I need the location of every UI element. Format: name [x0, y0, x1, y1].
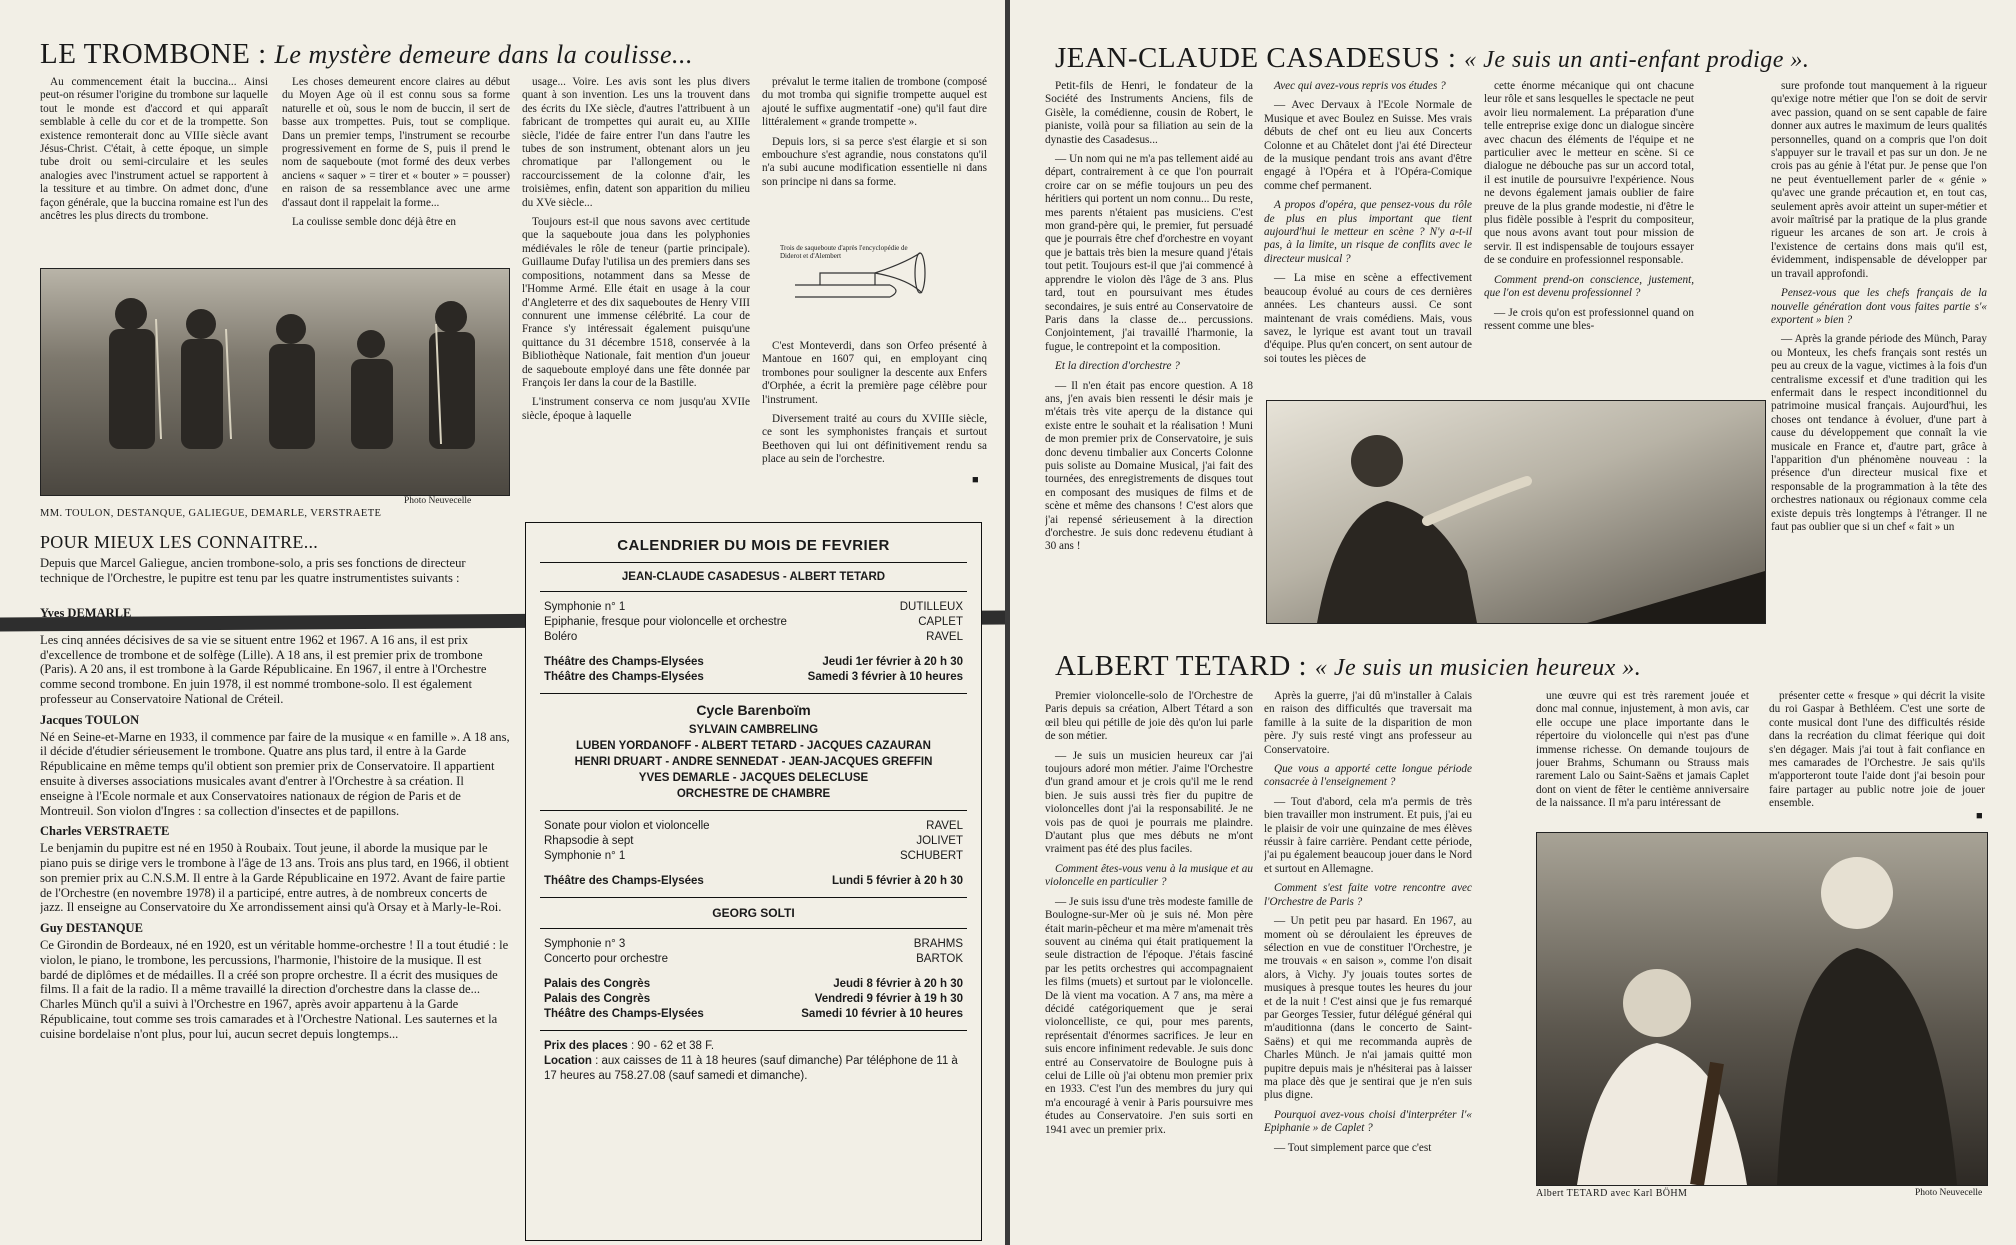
work-title: Symphonie n° 1 [544, 601, 626, 613]
photo-credit: Photo Neuvecelle [1915, 1188, 1983, 1198]
paragraph: La coulisse semble donc déjà être en [292, 216, 457, 229]
composer: DUTILLEUX [899, 601, 963, 613]
paragraph: — Un nom qui ne m'a pas tellement aidé au départ, contrairement à ce que l'on pourrait croire car on se méfie toujours un peu des héritiers qui portent un nom connu... Du reste, mes parents n'étaient pas musiciens. C'est mon grand-père qui, le premier, fut persuadé que je pourrais être chef d'orchestre en voyant que je battais très bien la mesure quand j'étais tout petit. Toujours est-il que j'ai commencé à apprendre le violon dès l'âge de 3 ans. Plus tard, tout en poursuivant mes études secondaires, je suis entré au Conservatoire de Paris dans la classe de... percussions. Conjointement, j'ai travaillé l'harmonie, la fugue, le contrepoint et la composition. [1045, 153, 1253, 353]
casadesus-column-3 [1484, 80, 1694, 410]
paragraph: — Un petit peu par hasard. En 1967, au moment où se déroulaient les épreuves de sélection en vue de constituer l'Orchestre, je me trouvais « en saison », comme l'on disait alors, à Vichy. J'y jouais toutes sortes de musiques à presque toutes les heures du jour et de la nuit ! C'est ainsi que je fus remarqué par Georges Tessier, futur délégué général qui m'auditionna (dans le concerto de Saint-Saëns) et qui me recommanda auprès de Charles Münch. Je n'ai jamais quitté mon pupitre depuis mais je n'hésiterai pas à laisser ma place dès que je sentirai que je n'en suis plus digne. [1264, 915, 1472, 1102]
bio-text-demarle: Les cinq années décisives de sa vie se situent entre 1962 et 1967. A 16 ans, il est prix d'excellence de trombone et de solfège (Lille). A 18 ans, il est premier prix de trombone (Paris). A 20 ans, il est trombone à la Garde Républicaine. En 1967, il entre à l'Orchestre comme second trombone. En juin 1978, il est nommé trombone-solo. Il est également professeur au Conservatoire National de Créteil. [40, 632, 487, 706]
interview-question: Comment êtes-vous venu à la musique et au violoncelle en particulier ? [1045, 862, 1253, 889]
performer-names: HENRI DRUART - ANDRE SENNEDAT - JEAN-JACQUES GREFFIN [574, 756, 933, 768]
tetard-column-3 [1536, 690, 1749, 830]
date: Jeudi 1er février à 20 h 30 [822, 656, 963, 668]
prices-value: : 90 - 62 et 38 F. [627, 1040, 715, 1052]
tetard-headline [1055, 650, 1641, 683]
article-column-4b [762, 340, 987, 505]
work-title: Symphonie n° 3 [544, 938, 626, 950]
divider [540, 897, 967, 898]
work-title: Rhapsodie à sept [544, 835, 634, 847]
bio-text-verstraete: Le benjamin du pupitre est né en 1950 à Roubaix. Tout jeune, il aborde la musique par le piano puis se dirige vers le trombone à l'âge de 13 ans. Trois ans plus tard, en 1966, il obtient son premier prix au C.N.S.M. Il entre à la Garde Républicaine en 1972. Avant de faire partie de l'Orchestre (en novembre 1978) il a participé, entre autres, à de nombreux concerts de jazz. Il enseigne au Conservatoire du Xe arrondissement ainsi qu'à Orsay et à Marly-le-Roi. [40, 841, 509, 915]
composer: BARTOK [916, 953, 963, 965]
photo-credit: Photo Neuvecelle [404, 496, 472, 506]
venue: Palais des Congrès [544, 978, 651, 990]
cycle-title: Cycle Barenboïm [696, 702, 811, 718]
paragraph: — Il n'en était pas encore question. A 18 ans, j'en avais bien ressenti le désir mais je m'étais très vite aperçu de la distance qui existe entre le souhait et la réalisation ! Muni de mon premier prix de Conservatoire, je suis donc devenu timbalier aux Concerts Colonne puis soliste au Domaine Musical, j'ai fait des tournées, des enregistrements de disques tout en composant des musiques de films et de scène et même des chansons ! C'est alors que j'ai repensé sérieusement à la direction d'orchestre. Je suis donc redevenu étudiant à 30 ans ! [1045, 379, 1253, 553]
paragraph: — Tout simplement parce que c'est [1274, 1141, 1432, 1154]
calendar-work-row [526, 834, 981, 849]
paragraph: — Je crois qu'on est professionnel quand on ressent comme une bles- [1484, 306, 1694, 332]
paragraph: — Avec Dervaux à l'Ecole Normale de Musique et avec Boulez en Suisse. Mes vrais débuts de chef ont eu lieu aux Concerts Colonne et au Châtelet dont j'ai été Directeur de la musique pendant trois ans avant d'être engagé à l'Opéra et à l'Opéra-Comique comme chef permanent. [1264, 99, 1472, 192]
section-intro-text: Depuis que Marcel Galiegue, ancien trombone-solo, a pris ses fonctions de directeur technique de l'Orchestre, le pupitre est tenu par les quatre instrumentistes suivants : [40, 556, 466, 585]
article-column-4 [762, 76, 987, 236]
february-calendar-box [525, 522, 982, 1241]
article-column-3 [522, 76, 750, 501]
sketch-caption: Trois de saqueboute d'après l'encyclopédie de Diderot et d'Alembert [780, 244, 908, 260]
headline-subtitle: « Je suis un musicien heureux ». [1314, 655, 1642, 681]
musician-bios [40, 600, 510, 1230]
calendar-work-row [526, 819, 981, 834]
paragraph: — Tout d'abord, cela m'a permis de très bien travailler mon instrument. Et puis, j'ai eu le plaisir de voir une quinzaine de mes élèves réussir à faire carrière. Pendant cette période, j'ai pu également beaucoup jouer dans le Nord et surtout en Allemagne. [1264, 795, 1472, 875]
photo-figures [1537, 833, 1987, 1185]
calendar-date-row [526, 1007, 981, 1022]
calendar-date-row [526, 874, 981, 889]
calendar-conductors: JEAN-CLAUDE CASADESUS - ALBERT TETARD [621, 571, 886, 583]
date: Vendredi 9 février à 19 h 30 [814, 993, 963, 1005]
article-column-2 [282, 76, 510, 262]
tetard-column-1 [1045, 690, 1253, 1235]
date: Lundi 5 février à 20 h 30 [831, 875, 963, 887]
article-column-1 [40, 76, 268, 262]
section-title: POUR MIEUX LES CONNAITRE... [40, 532, 319, 552]
headline-main: ALBERT TETARD : [1055, 650, 1315, 682]
venue: Théâtre des Champs-Elysées [544, 1008, 704, 1020]
composer: JOLIVET [916, 835, 963, 847]
calendar-date-row [526, 670, 981, 685]
paragraph: L'instrument conserva ce nom jusqu'au XVIIe siècle, époque à laquelle [522, 396, 750, 422]
paragraph: présenter cette « fresque » qui décrit la visite du roi Gaspar à Bethléem. C'est une sorte de conte musical dont l'une des difficultés réside dans la recréation du climat féerique qui doit s'en dégager. Mais j'ai tout à fait confiance en mes camarades de l'Orchestre. Je sais qu'ils m'apporteront toute l'aide dont j'ai besoin pour faire partager au public notre joie de jouer ensemble. [1769, 690, 1985, 810]
calendar-date-row [526, 992, 981, 1007]
divider [540, 928, 967, 929]
performer-names: YVES DEMARLE - JACQUES DELECLUSE [638, 772, 869, 784]
work-title: Symphonie n° 1 [544, 850, 626, 862]
paragraph: Les choses demeurent encore claires au début du Moyen Age où il est connu sous sa forme naturelle et où, sous le nom de buccin, il sert de basse aux trompettes. Puis, tout se complique. Dans un premier temps, l'instrument se recourbe progressivement en forme de S, puis il prend le nom de saqueboute (mot formé des deux verbes anciens « saquer » = tirer et « bouter » = pousser) en raison de sa ressemblance avec une arme d'assaut dont il rappelait la forme... [282, 76, 510, 209]
paragraph: prévalut le terme italien de trombone (composé du mot tromba qui signifie trompette auquel est ajouté le suffixe augmentatif -one) qu'il faut dire littéralement « grande trompette ». [762, 76, 987, 129]
interview-question: Et la direction d'orchestre ? [1055, 360, 1180, 373]
casadesus-headline [1055, 42, 1809, 75]
venue: Palais des Congrès [544, 993, 651, 1005]
divider [540, 810, 967, 811]
interview-question: Pensez-vous que les chefs français de la nouvelle génération dont vous faites partie s'« exportent » bien ? [1771, 287, 1987, 326]
interview-question: Avec qui avez-vous repris vos études ? [1274, 80, 1446, 92]
composer: RAVEL [926, 820, 963, 832]
paragraph: Au commencement était la buccina... Ainsi peut-on résumer l'origine du trombone sur laquelle tout le monde est d'accord et qui apparaît semblable à celle du cor et de la trompette. Son existence remonterait donc au VIIIe siècle avant Jésus-Christ. C'était, à cette époque, un simple tube droit ou semi-circulaire et les seules analogies avec l'instrument actuel se rapportent à la tessiture et au timbre. On admet donc, d'une façon générale, que la buccina romaine est l'un des ancêtres les plus directs du trombone. [40, 76, 268, 223]
calendar-work-row [526, 600, 981, 615]
paragraph: Premier violoncelle-solo de l'Orchestre de Paris depuis sa création, Albert Tétard a son œil bleu qui pétille de joie dès qu'on lui parle de son métier. [1045, 690, 1253, 743]
photo-caption: Albert TETARD avec Karl BÖHM [1536, 1188, 1688, 1199]
composer: RAVEL [926, 631, 963, 643]
paragraph: Depuis lors, si sa perce s'est élargie et si son embouchure s'est agrandie, nous constatons qu'il n'a subi aucune modification essentielle ni dans son principe ni dans sa forme. [762, 135, 987, 188]
work-title: Epiphanie, fresque pour violoncelle et orchestre [544, 616, 787, 628]
paragraph: usage... Voire. Les avis sont les plus divers quant à son invention. Les uns la trouvent dans des écrits du IXe siècle, d'autres l'attribuent à un fabricant de trompettes qui aurait eu, au XIIIe siècle, l'idée de faire entrer l'un dans l'autre les tubes de son instrument, obtenant alors un jeu chromatique par l'allongement ou le raccourcissement de la colonne d'air, les troisièmes, enfin, datent son apparition du milieu du XVe siècle... [522, 76, 750, 209]
composer: CAPLET [918, 616, 963, 628]
work-title: Concerto pour orchestre [544, 953, 669, 965]
divider [540, 562, 967, 563]
bio-name-verstraete: Charles VERSTRAETE [40, 824, 170, 839]
trombonists-photo [40, 268, 510, 496]
paragraph: — Je suis issu d'une très modeste famille de Boulogne-sur-Mer où je suis né. Mon père était marin-pêcheur et ma mère m'amenait très souvent au cinéma qui était pratiquement la seule distraction de l'époque. J'étais fasciné par les petits orchestres qui accompagnaient les films (muets) et surtout par le violoncelle. De là vient ma vocation. A 7 ans, ma mère a décidé catégoriquement que je serai violoncelliste, ce qui, pour mes parents, représentait d'énormes sacrifices. Je leur en suis encore infiniment redevable. Je suis donc entré au Conservatoire de Boulogne puis à celui de Lille où j'ai obtenu mon premier prix en 1933. C'est l'un des membres du jury qui m'a encouragé à venir à Paris poursuivre mes études au Conservatoire. J'en suis sorti en 1941 avec un premier prix. [1045, 895, 1253, 1136]
section-intro [40, 556, 510, 586]
location-label: Location [544, 1055, 592, 1067]
paragraph: — La mise en scène a effectivement beaucoup évolué au cours de ces dernières années. Les chanteurs aussi. Ce sont maintenant de vrais comédiens. Mais, vous savez, le lyrique est avant tout un travail d'équipe. Plus qu'en concert, on sent autour de soi toutes les pièces de [1264, 272, 1472, 365]
photo-figure [1267, 401, 1765, 623]
venue: Théâtre des Champs-Elysées [544, 671, 704, 683]
trombone-headline [40, 38, 693, 71]
performer-names: ORCHESTRE DE CHAMBRE [676, 788, 831, 800]
casadesus-column-1 [1045, 80, 1253, 620]
date: Samedi 10 février à 10 heures [801, 1008, 963, 1020]
work-title: Sonate pour violon et violoncelle [544, 820, 710, 832]
composer: BRAHMS [913, 938, 963, 950]
headline-subtitle: « Je suis un anti-enfant prodige ». [1464, 47, 1810, 73]
paragraph: Petit-fils de Henri, le fondateur de la Société des Instruments Anciens, fils de Gisèle, la comédienne, cousin de Robert, le pianiste, voilà pour sa filiation au sein de la dynastie des Casadesus... [1045, 80, 1253, 146]
location-value: : aux caisses de 11 à 18 heures (sauf dimanche) Par téléphone de 11 à 17 heures au 758.27.08 (sauf samedi et dimanche). [544, 1055, 958, 1082]
paragraph: Toujours est-il que nous savons avec certitude que la saqueboute joua dans les polyphonies médiévales le rôle de teneur (partie principale). Guillaume Dufay l'utilisa un des premiers dans ses compositions, notamment dans sa Messe de l'Homme Armé. Elle était en usage à la cour d'Angleterre et des dix saqueboutes de Henry VIII connurent une immense célébrité. La cour de France s'y intéressait également puisqu'une quittance du 31 décembre 1518, conservée à la Bibliothèque Nationale, fait mention d'un joueur de saqueboute employé dans une fête donnée par François Ier dans la cour de la Bastille. [522, 216, 750, 389]
tetard-column-4 [1769, 690, 1985, 830]
photo-caption: MM. TOULON, DESTANQUE, GALIEGUE, DEMARLE, VERSTRAETE [40, 508, 382, 519]
work-title: Boléro [544, 631, 578, 643]
calendar-work-row [526, 937, 981, 952]
headline-main: JEAN-CLAUDE CASADESUS : [1055, 42, 1465, 74]
photo-figures [41, 269, 509, 495]
location-info [526, 1054, 981, 1084]
performer-names: LUBEN YORDANOFF - ALBERT TETARD - JACQUES CAZAURAN [575, 740, 931, 752]
prices-label: Prix des places [544, 1040, 628, 1052]
interview-question: Que vous a apporté cette longue période consacrée à l'enseignement ? [1264, 763, 1472, 789]
date: Samedi 3 février à 10 heures [807, 671, 963, 683]
calendar-date-row [526, 655, 981, 670]
interview-question: A propos d'opéra, que pensez-vous du rôle de plus en plus important que tient aujourd'hui le metteur en scène ? N'y a-t-il pas, à la limite, un risque de conflits avec le directeur musical ? [1264, 199, 1472, 265]
casadesus-column-2 [1264, 80, 1472, 410]
paragraph: une œuvre qui est très rarement jouée et donc mal connue, injustement, à mon avis, car elle occupe une place importante dans le répertoire du violoncelle qui n'est pas d'une immense richesse. On demande toujours de jouer Brahms, Schumann ou Strauss mais rarement Lalo ou Saint-Saëns et jamais Caplet dont on vient de fêter le centième anniversaire de la naissance. Il m'a paru intéressant de [1536, 690, 1749, 810]
casadesus-column-4 [1771, 80, 1987, 620]
date: Jeudi 8 février à 20 h 30 [833, 978, 963, 990]
tetard-bohm-photo [1536, 832, 1988, 1186]
venue: Théâtre des Champs-Elysées [544, 656, 704, 668]
bio-text-toulon: Né en Seine-et-Marne en 1933, il commence par faire de la musique « en famille ». A 18 ans, il décide d'étudier sérieusement le trombone. Quatre ans plus tard, il entre à la Garde Républicaine en même temps qu'il obtient son premier prix de Conservatoire. Il appartient ensuite à diverses associations musicales avant d'entrer à l'Orchestre à sa création. Il enseigne à l'Ecole normale et aux Conservatoires nationaux de région de Paris et de Montreuil. Son violon d'Ingres : sa collection d'insectes et de papillons. [40, 729, 510, 818]
calendar-work-row [526, 849, 981, 864]
left-page [0, 0, 1005, 1245]
headline-subtitle: Le mystère demeure dans la coulisse... [274, 40, 693, 69]
calendar-work-row [526, 952, 981, 967]
divider [540, 591, 967, 592]
divider [540, 693, 967, 694]
interview-question: Comment s'est faite votre rencontre avec l'Orchestre de Paris ? [1264, 882, 1472, 908]
paragraph: — Après la grande période des Münch, Paray ou Monteux, les chefs français sont restés un peu au creux de la vague, victimes à la fois d'un centralisme excessif et d'une tradition qui les enfermait dans le respect inconditionnel du patrimoine musical français. Aujourd'hui, les choses ont tendance à évoluer, d'une part à cause du développement que connaît la vie musicale en France et, d'autre part, grâce à l'apparition d'un phénomène nouveau : la présence d'un directeur musical fixe et responsable de la programmation à la tête des orchestres nationaux ou régionaux comme cela existe depuis très longtemps à l'étranger. Il ne faut pas oublier que si un chef « fait » un [1771, 333, 1987, 533]
prices-info [526, 1039, 981, 1054]
calendar-date-row [526, 977, 981, 992]
paragraph: Après la guerre, j'ai dû m'installer à Calais en raison des difficultés que traversait ma famille à la suite de la disparition de mon père. J'y suis resté vingt ans professeur au Conservatoire. [1264, 690, 1472, 756]
right-page [1010, 0, 2016, 1245]
headline-main: LE TROMBONE : [40, 38, 275, 70]
casadesus-conducting-photo [1266, 400, 1766, 624]
paragraph: sure profonde tout manquement à la rigueur qu'exige notre métier que l'on se doit de servir avec passion, quand on se sent capable de faire donner aux autres le maximum de leurs qualités personnelles, quand on a compris que l'on doit s'appuyer sur le travail et pas sur un don. Je ne crois pas au génie à l'état pur. Je pense que l'on ne peut éventuellement parler de « génie » qu'avec une grande précaution et, en tout cas, seulement après avoir atteint un super-métier et avoir maîtrisé par la pratique de la plus grande rigueur les arcanes de son art. Je crois à l'existence de certains dons mais qu'il est, évidemment, indispensable de développer par un travail approfondi. [1771, 80, 1987, 280]
bio-text-destanque: Ce Girondin de Bordeaux, né en 1920, est un véritable homme-orchestre ! Il a tout étudié : le violon, le piano, le trombone, les percussions, l'harmonie, l'histoire de la musique. Il est bardé de diplômes et de médailles. Il a créé son propre orchestre. Il a écrit des musiques de films. Il a fait de la radio. Il a même travaillé la direction d'orchestre dans la classe de... Charles Münch qu'il a suivi à l'Orchestre en 1967, après avoir appartenu à la Garde Républicaine, tout comme ses trois camarades et à l'Orchestre National. Les sauternes et la cuisine bordelaise n'ont plus, pour lui, aucun secret depuis longtemps... [40, 937, 509, 1041]
venue: Théâtre des Champs-Elysées [544, 875, 704, 887]
bio-name-destanque: Guy DESTANQUE [40, 921, 143, 936]
bio-name-demarle: Yves DEMARLE [40, 606, 132, 620]
end-mark: ■ [972, 474, 979, 486]
paragraph: — Je suis un musicien heureux car j'ai toujours adoré mon métier. J'aime l'Orchestre d'un grand amour et je crois qu'il me le rend bien. Je suis aussi très fier du pupitre de violoncelles dont j'ai la responsabilité. Je ne vois pas de quoi je pourrais me plaindre. D'autant plus que mes débuts ne m'ont vraiment pas été des plus faciles. [1045, 749, 1253, 856]
solti-title: GEORG SOLTI [712, 906, 795, 920]
paragraph: cette énorme mécanique qui ont chacune leur rôle et sans lesquelles le spectacle ne peut avoir lieu normalement. La préparation d'une telle entreprise exige donc un dialogue sincère avec chacun des éléments de l'équipe et ne particulier avec le metteur en scène. Si ce dialogue ne débouche pas sur un accord total, il est inutile de poursuivre l'expérience. Nous ne devons également jamais oublier de faire preuve de la plus grande modestie, ni d'être le plus fidèle possible à l'esprit du compositeur, que nous avons avant tout pour mission de servir. Il est indispensable de toujours essayer de se conduire en professionnel responsable. [1484, 80, 1694, 267]
paragraph: Diversement traité au cours du XVIIIe siècle, ce sont les symphonistes français et surtout Beethoven qui lui ont définitivement rendu sa place au sein de l'orchestre. [762, 413, 987, 466]
paragraph: C'est Monteverdi, dans son Orfeo présenté à Mantoue en 1607 qui, en employant cinq trombones pour souligner la descente aux Enfers d'Orphée, a écrit la première page célèbre pour l'instrument. [762, 340, 987, 406]
end-mark: ■ [1976, 810, 1983, 822]
calendar-work-row [526, 615, 981, 630]
composer: SCHUBERT [899, 850, 963, 862]
interview-question: Comment prend-on conscience, justement, que l'on est devenu professionnel ? [1484, 273, 1694, 300]
bio-name-toulon: Jacques TOULON [40, 712, 140, 727]
calendar-title: CALENDRIER DU MOIS DE FEVRIER [617, 537, 890, 554]
performer-names: SYLVAIN CAMBRELING [688, 724, 819, 736]
interview-question: Pourquoi avez-vous choisi d'interpréter l'« Epiphanie » de Caplet ? [1264, 1108, 1472, 1135]
divider [540, 1030, 967, 1031]
tetard-column-2 [1264, 690, 1472, 1235]
calendar-work-row [526, 630, 981, 645]
